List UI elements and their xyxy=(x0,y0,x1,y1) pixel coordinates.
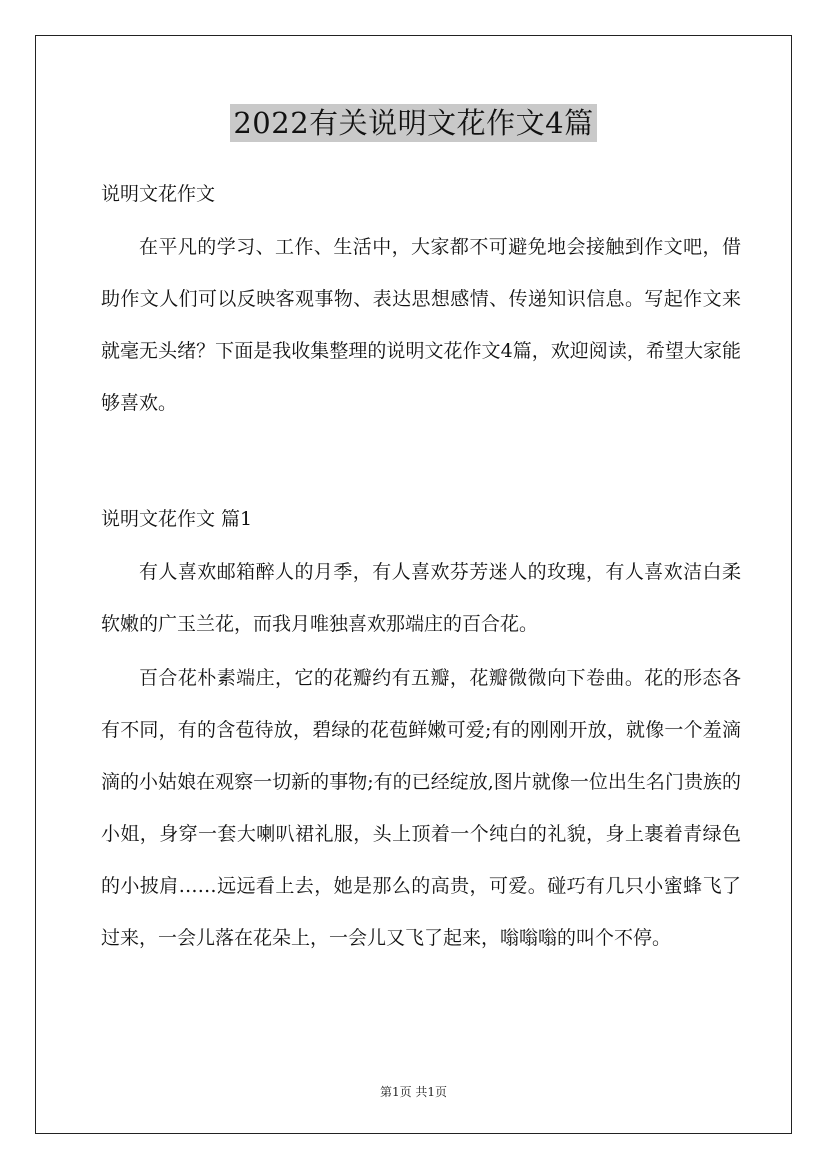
article-paragraph-2: 百合花朴素端庄，它的花瓣约有五瓣，花瓣微微向下卷曲。花的形态各有不同，有的含苞待放，碧绿的花苞鲜嫩可爱;有的刚刚开放，就像一个羞滴滴的小姑娘在观察一切新的事物;有的已经绽放,图片就像一位出生名门贵族的小姐，身穿一套大喇叭裙礼服，头上顶着一个纯白的礼貌，身上裹着青绿色的小披肩……远远看上去，她是那么的高贵，可爱。碰巧有几只小蜜蜂飞了过来，一会儿落在花朵上，一会儿又飞了起来，嗡嗡嗡的叫个不停。 xyxy=(101,667,741,949)
title-container xyxy=(0,104,827,142)
article-heading: 说明文花作文 篇1 xyxy=(101,508,253,530)
section-heading: 说明文花作文 xyxy=(101,183,216,205)
document-title: 2022有关说明文花作文4篇 xyxy=(230,104,596,142)
page-footer: 第1页 共1页 xyxy=(379,1085,448,1099)
article-paragraph-1: 有人喜欢邮箱醉人的月季，有人喜欢芬芳迷人的玫瑰，有人喜欢洁白柔软嫩的广玉兰花，而我月唯独喜欢那端庄的百合花。 xyxy=(101,561,741,635)
intro-paragraph: 在平凡的学习、工作、生活中，大家都不可避免地会接触到作文吧，借助作文人们可以反映客观事物、表达思想感情、传递知识信息。写起作文来就毫无头绪？下面是我收集整理的说明文花作文4篇，欢迎阅读，希望大家能够喜欢。 xyxy=(101,236,741,414)
